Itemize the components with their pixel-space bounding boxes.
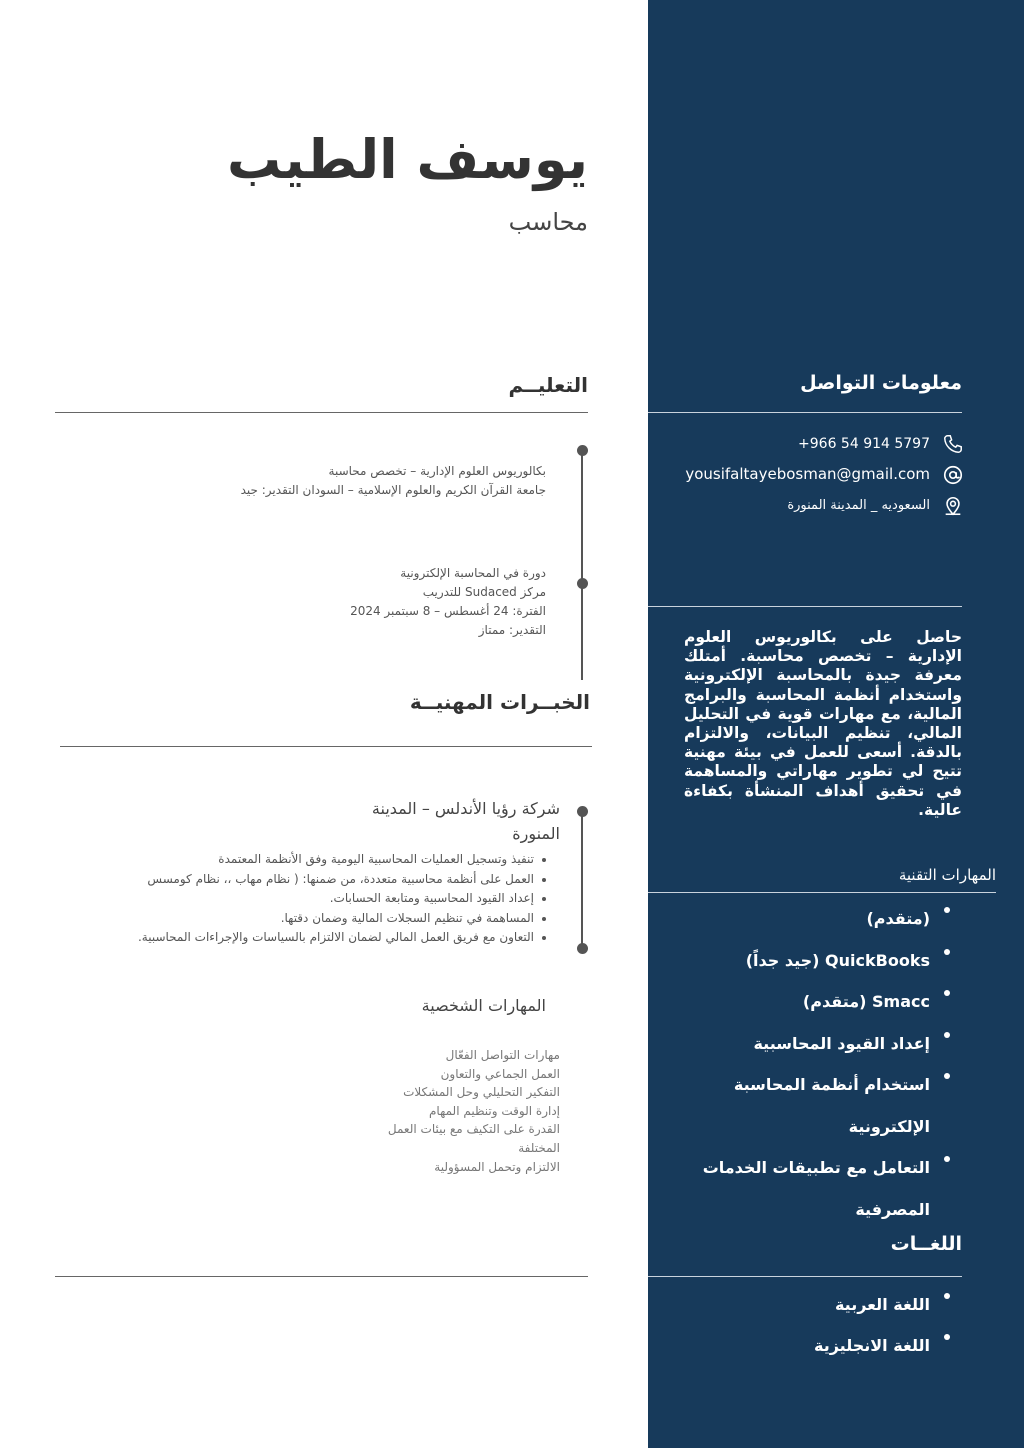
education-heading: التعليــم bbox=[508, 373, 588, 397]
contact-heading: معلومات التواصل bbox=[800, 372, 962, 394]
contact-email[interactable]: yousifaltayebosman@gmail.com bbox=[685, 465, 930, 483]
education-divider bbox=[55, 412, 588, 413]
experience-heading: الخبــرات المهنيــة bbox=[409, 690, 590, 714]
language-item: اللغة الانجليزية bbox=[660, 1325, 950, 1366]
education-entry-2 bbox=[300, 564, 546, 640]
personal-skill-item: القدرة على التكيف مع بيئات العمل bbox=[387, 1122, 560, 1137]
language-item: اللغة العربية bbox=[660, 1284, 950, 1325]
course-period: الفترة: 24 أغسطس – 8 سبتمبر 2024 bbox=[350, 604, 546, 618]
person-name: يوسف الطيب bbox=[227, 128, 588, 191]
course-center: مركز Sudaced للتدريب bbox=[422, 585, 546, 599]
education-entry-1 bbox=[200, 462, 546, 500]
tech-skill-item-continued: الإلكترونية bbox=[848, 1116, 930, 1136]
personal-skill-item-continued: المختلفة bbox=[518, 1140, 560, 1155]
tech-skill-item-continued: المصرفية bbox=[855, 1199, 930, 1219]
languages-heading: اللغــات bbox=[890, 1233, 962, 1255]
about-divider bbox=[648, 606, 962, 607]
personal-skill-item: التفكير التحليلي وحل المشكلات bbox=[403, 1085, 560, 1100]
duty-item: العمل على أنظمة محاسبية متعددة، من ضمنها: ( نظام مهاب ،، نظام كومسس bbox=[130, 870, 548, 890]
timeline-dot bbox=[577, 806, 588, 817]
languages-list bbox=[660, 1284, 950, 1366]
tech-skills-heading: المهارات التقنية bbox=[898, 866, 996, 884]
personal-skills-list bbox=[380, 1046, 560, 1176]
tech-skills-divider bbox=[648, 892, 996, 893]
tech-skills-list bbox=[660, 898, 950, 1230]
company-line-1: شركة رؤيا الأندلس – المدينة bbox=[371, 799, 560, 818]
personal-skills-heading: المهارات الشخصية bbox=[421, 996, 546, 1015]
tech-skill-item: QuickBooks (جيد جداً) bbox=[660, 940, 950, 982]
phone-icon bbox=[942, 433, 964, 455]
contact-phone[interactable]: +966 54 914 5797 bbox=[798, 436, 930, 452]
contact-phone-row bbox=[660, 433, 964, 457]
education-timeline bbox=[581, 450, 583, 680]
contact-location: السعوديه _ المدينة المنورة bbox=[787, 498, 930, 513]
course-grade: التقدير: ممتاز bbox=[478, 623, 546, 637]
timeline-dot bbox=[577, 578, 588, 589]
experience-duties bbox=[130, 850, 548, 948]
about-text: حاصل على بكالوريوس العلوم الإدارية – تخصص محاسبة. أمتلك معرفة جيدة بالمحاسبة الإلكترونية واستخدام أنظمة المحاسبة والبرامج المالية، مع مهارات قوية في التحليل المالي، تنظيم البيانات، والالتزام بالدقة. أسعى للعمل في بيئة مهنية تتيح لي تطوير مهاراتي والمساهمة في تحقيق أهداف المنشأة بكفاءة عالية. bbox=[684, 628, 962, 819]
contact-location-row bbox=[660, 495, 964, 519]
experience-timeline bbox=[581, 810, 583, 950]
personal-skill-item: الالتزام وتحمل المسؤولية bbox=[434, 1159, 560, 1174]
duty-item: إعداد القيود المحاسبية ومتابعة الحسابات. bbox=[130, 889, 548, 909]
tech-skill-item: استخدام أنظمة المحاسبة bbox=[660, 1064, 950, 1106]
bottom-divider bbox=[55, 1276, 588, 1277]
duty-item: تنفيذ وتسجيل العمليات المحاسبية اليومية وفق الأنظمة المعتمدة bbox=[130, 850, 548, 870]
timeline-dot bbox=[577, 943, 588, 954]
duty-item: التعاون مع فريق العمل المالي لضمان الالتزام بالسياسات والإجراءات المحاسبية. bbox=[130, 928, 548, 948]
languages-divider bbox=[648, 1276, 962, 1277]
tech-skill-item: (متقدم) bbox=[660, 898, 950, 940]
location-icon bbox=[942, 495, 964, 517]
company-name bbox=[300, 796, 560, 846]
education-degree: بكالوريوس العلوم الإدارية – تخصص محاسبة bbox=[328, 464, 546, 478]
duty-item: المساهمة في تنظيم السجلات المالية وضمان دقتها. bbox=[130, 909, 548, 929]
email-icon bbox=[942, 464, 964, 486]
tech-skill-item: إعداد القيود المحاسبية bbox=[660, 1023, 950, 1065]
education-university: جامعة القرآن الكريم والعلوم الإسلامية – السودان التقدير: جيد bbox=[240, 483, 546, 497]
company-line-2: المنورة bbox=[512, 824, 560, 843]
experience-divider bbox=[60, 746, 592, 747]
contact-email-row bbox=[660, 462, 964, 486]
course-title: دورة في المحاسبة الإلكترونية bbox=[400, 566, 546, 580]
tech-skill-item: التعامل مع تطبيقات الخدمات bbox=[660, 1147, 950, 1189]
job-title: محاسب bbox=[508, 208, 588, 236]
contact-divider bbox=[648, 412, 962, 413]
timeline-dot bbox=[577, 445, 588, 456]
tech-skill-item: Smacc (متقدم) bbox=[660, 981, 950, 1023]
personal-skill-item: مهارات التواصل الفعّال bbox=[445, 1048, 560, 1062]
personal-skill-item: إدارة الوقت وتنظيم المهام bbox=[429, 1103, 560, 1118]
personal-skill-item: العمل الجماعي والتعاون bbox=[440, 1066, 560, 1081]
